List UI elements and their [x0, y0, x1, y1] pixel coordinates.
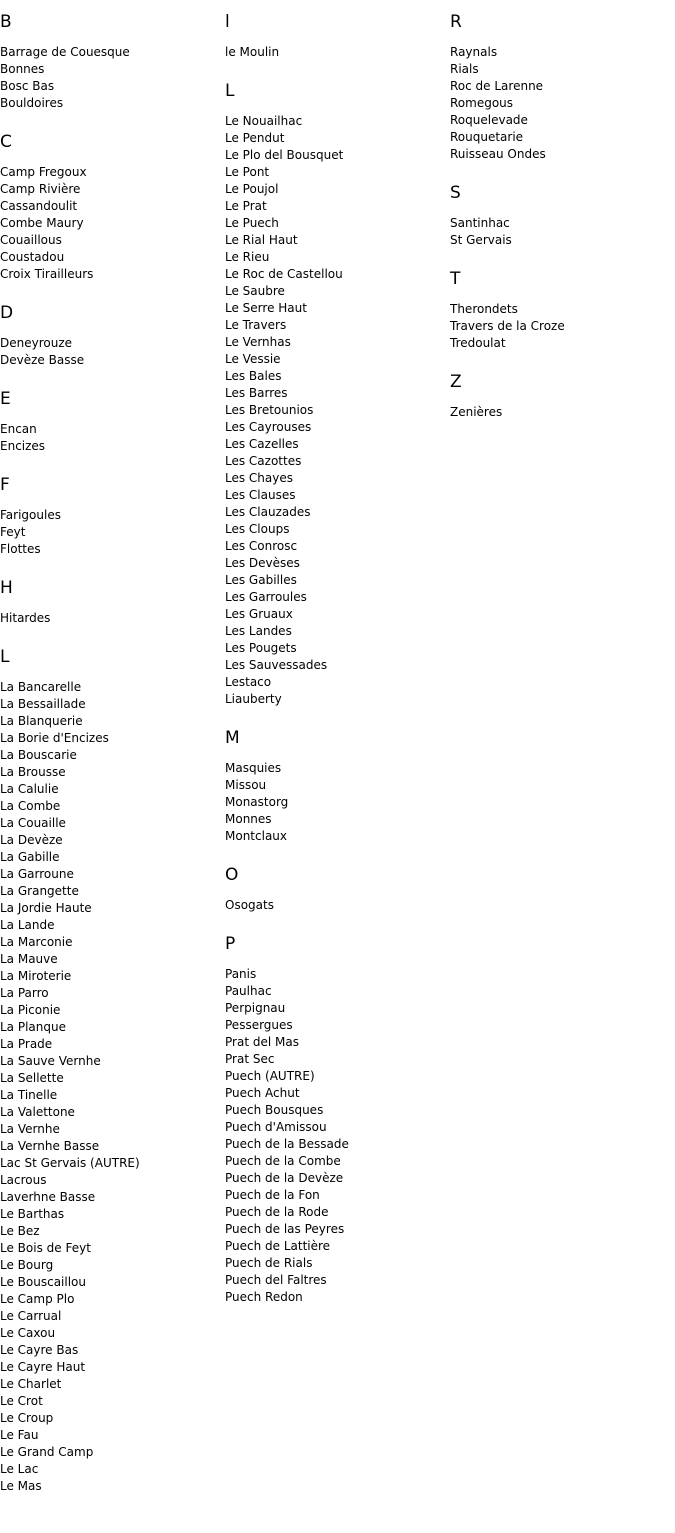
letter-group — [450, 180, 675, 249]
place-list — [0, 610, 225, 627]
place-link[interactable]: Le Cayre Haut — [0, 1360, 86, 1374]
place-link[interactable]: Le Caxou — [0, 1326, 56, 1340]
letter-group — [225, 725, 450, 845]
place-link[interactable]: Barrage de Couesque — [0, 45, 130, 59]
place-link[interactable]: Couaillous — [0, 233, 62, 247]
place-link[interactable]: Croix Tirailleurs — [0, 267, 94, 281]
place-link[interactable]: Tredoulat — [450, 336, 506, 350]
letter-group — [225, 9, 450, 61]
place-list — [450, 301, 675, 352]
place-link[interactable]: Bonnes — [0, 62, 45, 76]
letter-group — [0, 386, 225, 455]
place-link[interactable]: Lestaco — [225, 675, 272, 689]
place-link[interactable]: Rouquetarie — [450, 130, 524, 144]
place-link[interactable]: Flottes — [0, 542, 41, 556]
section-letter-heading: H — [0, 578, 13, 598]
place-link[interactable]: Le Mas — [0, 1479, 42, 1493]
place-link[interactable]: Le Grand Camp — [0, 1445, 94, 1459]
place-link[interactable]: Le Crot — [0, 1394, 43, 1408]
place-link[interactable]: La Valettone — [0, 1105, 75, 1119]
place-link[interactable]: Puech Achut — [225, 1086, 300, 1100]
section-letter-heading: F — [0, 475, 10, 495]
place-link[interactable]: La Miroterie — [0, 969, 72, 983]
place-link[interactable]: La Bancarelle — [0, 680, 82, 694]
place-link[interactable]: Zenières — [450, 405, 503, 419]
letter-group — [450, 9, 675, 163]
place-link[interactable]: Les Pougets — [225, 641, 297, 655]
place-link[interactable]: Puech (AUTRE) — [225, 1069, 315, 1083]
place-link[interactable]: Roc de Larenne — [450, 79, 544, 93]
place-link[interactable]: Prat Sec — [225, 1052, 275, 1066]
section-letter-heading: l — [225, 12, 230, 32]
section-letter-heading: R — [450, 12, 462, 32]
place-link[interactable]: La Combe — [0, 799, 61, 813]
place-list — [0, 421, 225, 455]
place-link[interactable]: Montclaux — [225, 829, 287, 843]
place-link[interactable]: La Grangette — [0, 884, 79, 898]
place-list — [0, 44, 225, 112]
place-list — [450, 404, 675, 421]
place-link[interactable]: Puech Redon — [225, 1290, 303, 1304]
place-link[interactable]: La Blanquerie — [0, 714, 83, 728]
place-link[interactable]: Panis — [225, 967, 257, 981]
place-link[interactable]: Les Clauses — [225, 488, 296, 502]
place-link[interactable]: Le Rial Haut — [225, 233, 298, 247]
place-link[interactable]: Les Cazelles — [225, 437, 299, 451]
place-link[interactable]: Les Bretounios — [225, 403, 314, 417]
section-letter-heading: O — [225, 865, 239, 885]
place-link[interactable]: La Garroune — [0, 867, 74, 881]
place-link[interactable]: Missou — [225, 778, 267, 792]
place-link[interactable]: Les Gruaux — [225, 607, 293, 621]
place-list — [0, 164, 225, 283]
place-link[interactable]: Prat del Mas — [225, 1035, 299, 1049]
place-link[interactable]: Roquelevade — [450, 113, 528, 127]
place-link[interactable]: Paulhac — [225, 984, 272, 998]
place-link[interactable]: Feyt — [0, 525, 26, 539]
place-link[interactable]: Puech de la Rode — [225, 1205, 329, 1219]
section-letter-heading: T — [450, 269, 461, 289]
place-link[interactable]: Raynals — [450, 45, 498, 59]
place-link[interactable]: Therondets — [450, 302, 518, 316]
place-link[interactable]: Camp Rivière — [0, 182, 81, 196]
letter-group — [0, 129, 225, 283]
place-link[interactable]: La Calulie — [0, 782, 59, 796]
section-letter-heading: D — [0, 303, 14, 323]
place-link[interactable]: Puech d'Amissou — [225, 1120, 327, 1134]
place-link[interactable]: Les Landes — [225, 624, 292, 638]
place-link[interactable]: Camp Fregoux — [0, 165, 87, 179]
place-link[interactable]: Encizes — [0, 439, 46, 453]
place-list — [450, 215, 675, 249]
place-link[interactable]: Les Clauzades — [225, 505, 311, 519]
place-link[interactable]: Le Serre Haut — [225, 301, 307, 315]
place-link[interactable]: Puech de las Peyres — [225, 1222, 345, 1236]
place-link[interactable]: La Sauve Vernhe — [0, 1054, 101, 1068]
place-link[interactable]: Rials — [450, 62, 479, 76]
place-link[interactable]: Les Cayrouses — [225, 420, 312, 434]
place-link[interactable]: Deneyrouze — [0, 336, 73, 350]
place-link[interactable]: Le Prat — [225, 199, 267, 213]
place-link[interactable]: Le Vernhas — [225, 335, 291, 349]
place-link[interactable]: Le Camp Plo — [0, 1292, 75, 1306]
place-link[interactable]: La Jordie Haute — [0, 901, 92, 915]
place-link[interactable]: La Sellette — [0, 1071, 64, 1085]
place-list — [0, 507, 225, 558]
place-link[interactable]: Farigoules — [0, 508, 61, 522]
place-link[interactable]: Puech del Faltres — [225, 1273, 327, 1287]
place-link[interactable]: La Brousse — [0, 765, 66, 779]
place-link[interactable]: Les Cloups — [225, 522, 290, 536]
place-link[interactable]: Le Bez — [0, 1224, 40, 1238]
place-list — [225, 966, 450, 1306]
place-link[interactable]: Combe Maury — [0, 216, 84, 230]
letter-group — [225, 78, 450, 708]
section-letter-heading: P — [225, 934, 236, 954]
place-link[interactable]: Le Charlet — [0, 1377, 62, 1391]
section-letter-heading: Z — [450, 372, 462, 392]
place-link[interactable]: Santinhac — [450, 216, 510, 230]
place-link[interactable]: Le Nouailhac — [225, 114, 303, 128]
place-link[interactable]: Ruisseau Ondes — [450, 147, 546, 161]
place-link[interactable]: Encan — [0, 422, 37, 436]
place-link[interactable]: La Bouscarie — [0, 748, 77, 762]
place-list — [450, 44, 675, 163]
letter-group — [0, 472, 225, 558]
place-link[interactable]: La Vernhe Basse — [0, 1139, 100, 1153]
place-link[interactable]: Puech de Lattière — [225, 1239, 331, 1253]
index-column-1 — [0, 9, 225, 1512]
place-list — [225, 44, 450, 61]
place-link[interactable]: Puech de la Combe — [225, 1154, 341, 1168]
place-link[interactable]: Le Vessie — [225, 352, 281, 366]
place-link[interactable]: St Gervais — [450, 233, 512, 247]
place-link[interactable]: Le Fau — [0, 1428, 39, 1442]
place-link[interactable]: La Couaille — [0, 816, 66, 830]
place-link[interactable]: Le Poujol — [225, 182, 279, 196]
place-link[interactable]: Le Saubre — [225, 284, 285, 298]
place-link[interactable]: La Tinelle — [0, 1088, 58, 1102]
place-link[interactable]: Pessergues — [225, 1018, 293, 1032]
place-link[interactable]: Les Cazottes — [225, 454, 302, 468]
letter-group — [225, 931, 450, 1306]
place-link[interactable]: La Gabille — [0, 850, 60, 864]
place-link[interactable]: Puech de la Bessade — [225, 1137, 349, 1151]
place-list — [225, 113, 450, 708]
section-letter-heading: B — [0, 12, 12, 32]
index-column-3 — [450, 9, 675, 438]
place-link[interactable]: La Borie d'Encizes — [0, 731, 109, 745]
letter-group — [450, 266, 675, 352]
letter-group — [0, 300, 225, 369]
place-link[interactable]: Les Gabilles — [225, 573, 297, 587]
place-link[interactable]: Devèze Basse — [0, 353, 85, 367]
place-link[interactable]: Les Chayes — [225, 471, 293, 485]
place-link[interactable]: La Parro — [0, 986, 49, 1000]
place-link[interactable]: La Lande — [0, 918, 55, 932]
section-letter-heading: S — [450, 183, 461, 203]
place-link[interactable]: Lacrous — [0, 1173, 47, 1187]
place-link[interactable]: Le Puech — [225, 216, 279, 230]
place-list — [0, 335, 225, 369]
section-letter-heading: E — [0, 389, 11, 409]
place-link[interactable]: La Mauve — [0, 952, 58, 966]
place-link[interactable]: Les Bales — [225, 369, 282, 383]
section-letter-heading: C — [0, 132, 12, 152]
place-link[interactable]: Le Carrual — [0, 1309, 62, 1323]
place-link[interactable]: Le Bourg — [0, 1258, 54, 1272]
place-link[interactable]: Laverhne Basse — [0, 1190, 96, 1204]
place-link[interactable]: Les Devèses — [225, 556, 300, 570]
letter-group — [0, 9, 225, 112]
place-link[interactable]: Puech Bousques — [225, 1103, 324, 1117]
place-link[interactable]: Perpignau — [225, 1001, 286, 1015]
section-letter-heading: M — [225, 728, 240, 748]
place-link[interactable]: La Marconie — [0, 935, 73, 949]
place-link[interactable]: La Prade — [0, 1037, 53, 1051]
place-link[interactable]: La Piconie — [0, 1003, 61, 1017]
place-link[interactable]: Le Rieu — [225, 250, 270, 264]
place-link[interactable]: Romegous — [450, 96, 514, 110]
place-link[interactable]: Les Conrosc — [225, 539, 298, 553]
place-link[interactable]: Les Garroules — [225, 590, 307, 604]
place-link[interactable]: Le Cayre Bas — [0, 1343, 79, 1357]
place-link[interactable]: Le Pendut — [225, 131, 285, 145]
place-link[interactable]: Les Barres — [225, 386, 288, 400]
place-link[interactable]: Le Croup — [0, 1411, 54, 1425]
place-link[interactable]: Liauberty — [225, 692, 282, 706]
place-link[interactable]: Osogats — [225, 898, 274, 912]
place-link[interactable]: Monnes — [225, 812, 272, 826]
place-link[interactable]: Cassandoulit — [0, 199, 78, 213]
place-link[interactable]: Le Pont — [225, 165, 270, 179]
place-list — [225, 897, 450, 914]
place-link[interactable]: Hitardes — [0, 611, 51, 625]
place-link[interactable]: Le Plo del Bousquet — [225, 148, 344, 162]
place-link[interactable]: La Planque — [0, 1020, 66, 1034]
place-link[interactable]: Coustadou — [0, 250, 65, 264]
place-list — [225, 760, 450, 845]
place-link[interactable]: Bouldoires — [0, 96, 64, 110]
section-letter-heading: L — [0, 647, 10, 667]
place-link[interactable]: Puech de la Fon — [225, 1188, 320, 1202]
place-link[interactable]: Le Roc de Castellou — [225, 267, 343, 281]
section-letter-heading: L — [225, 81, 235, 101]
place-link[interactable]: Le Barthas — [0, 1207, 65, 1221]
place-link[interactable]: Le Bois de Feyt — [0, 1241, 91, 1255]
place-link[interactable]: Lac St Gervais (AUTRE) — [0, 1156, 140, 1170]
letter-group — [0, 644, 225, 1495]
place-link[interactable]: Les Sauvessades — [225, 658, 328, 672]
place-link[interactable]: Travers de la Croze — [450, 319, 565, 333]
letter-group — [225, 862, 450, 914]
place-link[interactable]: Le Bouscaillou — [0, 1275, 87, 1289]
place-link[interactable]: le Moulin — [225, 45, 280, 59]
index-column-2 — [225, 9, 450, 1323]
place-list — [0, 679, 225, 1495]
letter-group — [450, 369, 675, 421]
place-link[interactable]: Bosc Bas — [0, 79, 55, 93]
place-link[interactable]: Le Travers — [225, 318, 287, 332]
place-link[interactable]: Le Lac — [0, 1462, 39, 1476]
place-link[interactable]: Puech de la Devèze — [225, 1171, 344, 1185]
letter-group — [0, 575, 225, 627]
place-link[interactable]: Masquies — [225, 761, 282, 775]
place-link[interactable]: La Bessaillade — [0, 697, 86, 711]
place-link[interactable]: Monastorg — [225, 795, 289, 809]
place-link[interactable]: Puech de Rials — [225, 1256, 313, 1270]
place-link[interactable]: La Vernhe — [0, 1122, 60, 1136]
place-link[interactable]: La Devèze — [0, 833, 63, 847]
